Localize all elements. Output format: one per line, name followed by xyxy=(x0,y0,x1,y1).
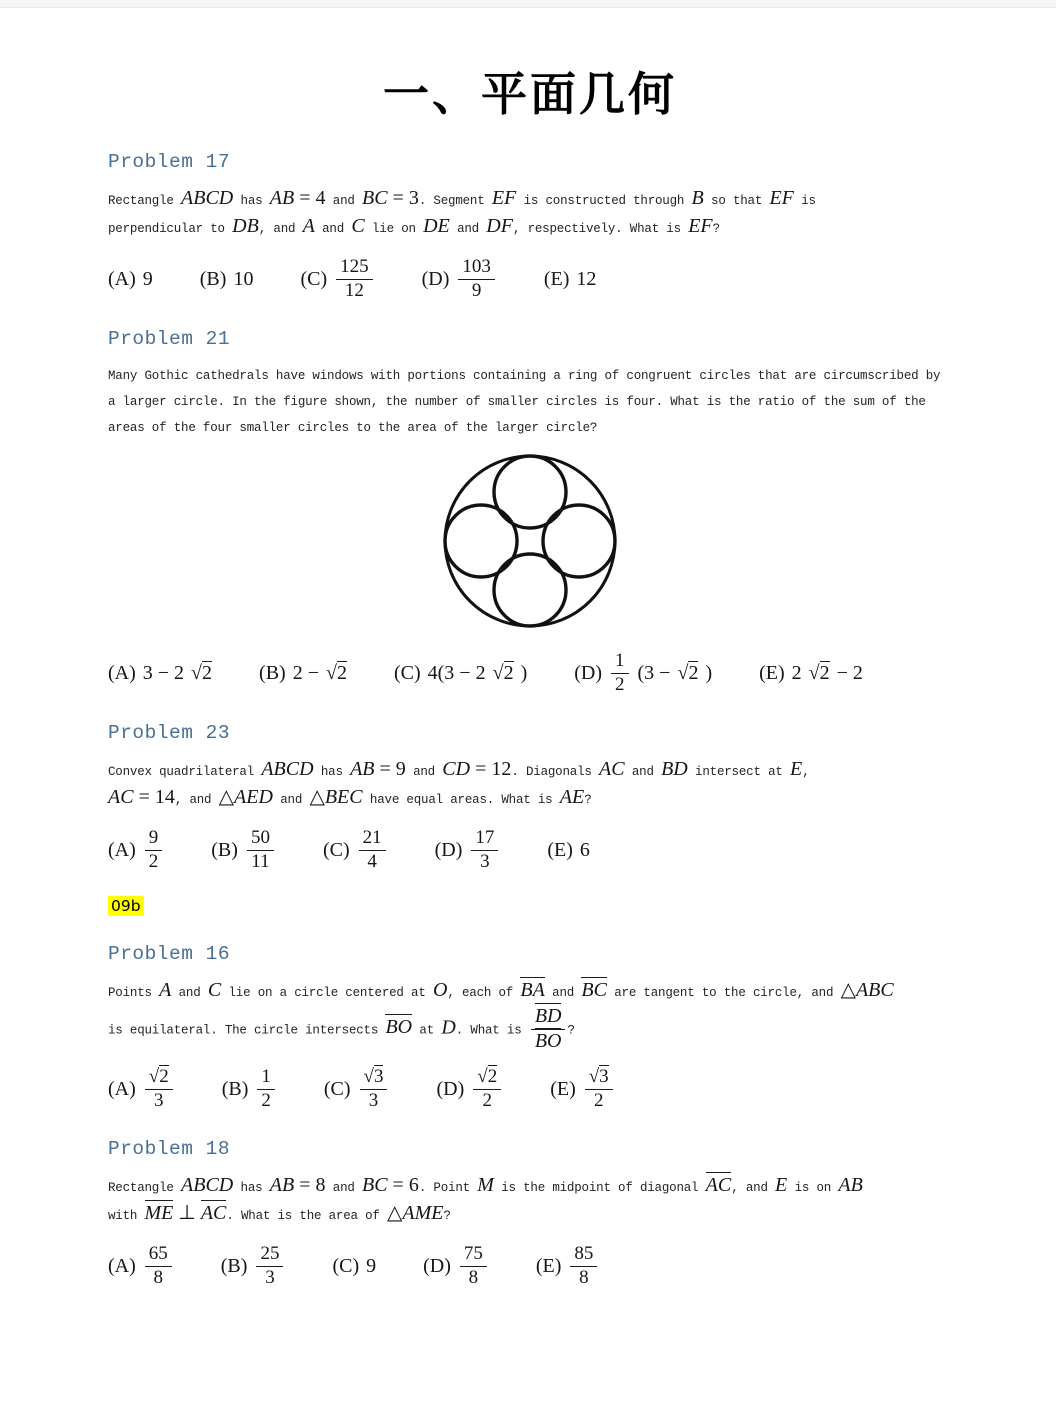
fraction-denominator: 11 xyxy=(247,850,274,873)
overline-math: ME xyxy=(144,1202,174,1225)
answer-choices xyxy=(108,1067,952,1111)
fraction-numerator: 85 xyxy=(574,1243,594,1265)
fraction xyxy=(531,1006,566,1052)
choice-label: (D) xyxy=(574,661,603,684)
math-roman: = 12 xyxy=(470,758,512,781)
answer-choice xyxy=(547,839,590,862)
answer-choice xyxy=(436,1067,503,1111)
math-italic: E xyxy=(789,758,803,781)
inner-circle xyxy=(494,554,566,626)
choice-label: (B) xyxy=(259,661,286,684)
text-run: , respectively. What is xyxy=(512,222,689,236)
problem-text-line xyxy=(108,363,952,389)
text-run: , xyxy=(802,765,810,780)
fraction-denominator: 2 xyxy=(473,1089,501,1112)
text-run: intersect at xyxy=(687,765,790,780)
choice-label: (C) xyxy=(300,267,328,290)
problem-heading: Problem 18 xyxy=(108,1138,231,1161)
answer-choice xyxy=(574,651,712,695)
text-run: areas of the four smaller circles to the area of the larger circle? xyxy=(108,421,598,436)
radicand: 2 xyxy=(487,1066,498,1088)
answer-choice xyxy=(394,662,527,685)
page-top-strip xyxy=(0,0,1056,8)
fraction xyxy=(360,1067,388,1111)
problem-text-line xyxy=(108,389,952,415)
fraction xyxy=(256,1244,283,1288)
choice-label: (E) xyxy=(543,267,570,290)
answer-choice xyxy=(323,828,388,872)
problem-heading: Problem 23 xyxy=(108,722,231,745)
answer-choice xyxy=(332,1255,376,1278)
fraction-denominator: 12 xyxy=(336,279,373,302)
text-run: Points xyxy=(108,986,160,1001)
math-italic: ABCD xyxy=(261,758,314,781)
math-italic: CD xyxy=(442,758,471,781)
radicand: 3 xyxy=(599,1066,609,1088)
math-italic: E xyxy=(775,1174,788,1197)
text-run: . Diagonals xyxy=(511,765,599,780)
choice-label: (B) xyxy=(220,1254,248,1277)
math-italic: DE xyxy=(423,215,450,237)
math-italic: DB xyxy=(232,215,259,237)
overline-math: BO xyxy=(385,1016,413,1039)
answer-choice xyxy=(108,1244,174,1288)
overline-math: BD xyxy=(534,1005,562,1028)
text-run: . Point xyxy=(418,1181,478,1196)
math-roman: 6 xyxy=(579,838,590,861)
choice-label: (C) xyxy=(323,1077,351,1100)
text-run: has xyxy=(233,194,270,208)
answer-choice xyxy=(423,1244,489,1288)
math-italic: AC xyxy=(599,758,625,781)
math-italic: EF xyxy=(688,215,713,237)
math-italic: AB xyxy=(269,1174,295,1197)
text-run: at xyxy=(412,1023,442,1038)
text-run: and xyxy=(325,194,362,208)
text-run: and xyxy=(171,986,208,1001)
fraction xyxy=(247,828,274,872)
math-italic: AC xyxy=(108,786,134,809)
answer-choices xyxy=(108,651,952,695)
text-run: is equilateral. The circle intersects xyxy=(108,1023,386,1038)
answer-choice xyxy=(108,662,212,685)
fraction xyxy=(570,1244,597,1288)
fraction xyxy=(585,1067,613,1111)
answer-choice xyxy=(422,257,497,301)
text-run: are tangent to the circle, and xyxy=(606,986,841,1001)
problem-text-line xyxy=(108,415,952,441)
math-roman: = 9 xyxy=(374,758,406,781)
answer-choice xyxy=(211,828,276,872)
math-italic: ABCD xyxy=(181,1174,234,1197)
math-italic: BD xyxy=(661,758,688,781)
inner-circle xyxy=(494,456,566,528)
math-italic: BC xyxy=(361,187,388,209)
math-roman: 4(3 − 2 xyxy=(427,661,486,684)
inner-circle xyxy=(445,505,517,577)
text-run: have equal areas. What is xyxy=(362,793,560,808)
choice-label: (D) xyxy=(421,267,450,290)
math-roman: ) xyxy=(705,661,713,684)
answer-choice xyxy=(300,257,374,301)
math-roman: 3 − 2 xyxy=(142,661,185,684)
answer-choice xyxy=(536,1244,600,1288)
fraction-numerator: 65 xyxy=(148,1243,168,1265)
math-roman: 12 xyxy=(576,267,597,290)
math-italic: O xyxy=(432,979,448,1002)
math-italic: D xyxy=(441,1016,456,1039)
text-run: . What is the area of xyxy=(226,1209,388,1224)
fraction-denominator: 2 xyxy=(257,1089,275,1112)
text-run: and xyxy=(314,222,352,236)
overline-math: BO xyxy=(534,1029,562,1052)
answer-choices xyxy=(108,1244,952,1288)
fraction xyxy=(471,828,498,872)
answer-choice xyxy=(435,828,501,872)
text-run: , and xyxy=(174,793,219,808)
math-italic: AE xyxy=(559,786,585,809)
answer-choice xyxy=(544,268,597,291)
text-run: is constructed through xyxy=(516,194,692,208)
page-title: 一、平面几何 xyxy=(383,67,677,121)
text-run: and xyxy=(624,765,662,780)
math-italic: DF xyxy=(486,215,513,237)
math-italic: C xyxy=(207,979,222,1002)
answer-choice xyxy=(222,1067,277,1111)
radicand: 2 xyxy=(202,661,213,684)
fraction-numerator: 103 xyxy=(462,256,491,277)
choice-label: (D) xyxy=(434,838,463,861)
fraction xyxy=(145,1067,173,1111)
choice-label: (C) xyxy=(332,1254,360,1277)
answer-choice xyxy=(324,1067,390,1111)
fraction xyxy=(145,1244,172,1288)
math-italic: AB xyxy=(350,758,375,781)
choice-label: (B) xyxy=(199,267,227,290)
sqrt-expression: √2 xyxy=(677,661,699,684)
math-italic: A xyxy=(302,215,315,237)
math-roman: = 14 xyxy=(133,786,175,809)
text-run: Many Gothic cathedrals have windows with portions containing a ring of congruent circles that are circumscribed by xyxy=(108,369,941,384)
choice-label: (A) xyxy=(108,267,136,290)
fraction xyxy=(473,1067,501,1111)
fraction-denominator: 3 xyxy=(256,1266,283,1289)
fraction-denominator: 9 xyxy=(458,279,495,302)
math-italic: M xyxy=(477,1174,494,1197)
fraction-denominator xyxy=(531,1029,566,1053)
text-run: , and xyxy=(258,222,303,236)
sqrt-expression: √2 xyxy=(492,661,514,684)
text-run: perpendicular to xyxy=(108,222,233,236)
math-italic: AED xyxy=(234,786,273,809)
fraction-numerator: 1 xyxy=(615,650,625,672)
fraction xyxy=(257,1067,275,1111)
choice-label: (E) xyxy=(759,661,785,684)
math-roman: △ xyxy=(840,979,856,1002)
choice-label: (A) xyxy=(108,661,136,684)
choice-label: (A) xyxy=(108,1254,136,1277)
fraction-denominator: 8 xyxy=(145,1266,172,1289)
section-tag: 09b xyxy=(108,896,144,916)
answer-choices xyxy=(108,828,952,872)
math-roman: = 3 xyxy=(387,187,419,209)
fraction-denominator: 2 xyxy=(611,673,629,696)
text-run: ? xyxy=(584,793,592,808)
fraction xyxy=(145,828,163,872)
fraction-numerator: 9 xyxy=(148,827,159,849)
text-run: lie on xyxy=(364,222,424,236)
radicand: 3 xyxy=(373,1066,384,1088)
text-run: is on xyxy=(787,1181,839,1196)
problem-section-21 xyxy=(108,328,952,695)
text-run: has xyxy=(313,765,351,780)
math-italic: ABCD xyxy=(181,187,234,209)
overline-math: AC xyxy=(705,1174,732,1197)
answer-choice xyxy=(759,662,863,685)
text-run: , each of xyxy=(447,986,521,1001)
fraction-numerator: 125 xyxy=(340,256,369,277)
fraction-denominator: 8 xyxy=(460,1266,487,1289)
fraction-numerator: 17 xyxy=(475,827,495,849)
fraction-numerator: 25 xyxy=(260,1243,280,1265)
document-page xyxy=(0,8,1056,1288)
text-run: . Segment xyxy=(418,194,492,208)
text-run: Rectangle xyxy=(108,1181,182,1196)
choice-label: (D) xyxy=(436,1077,465,1100)
text-run: is xyxy=(793,194,816,208)
problem-text-line xyxy=(108,1201,952,1229)
sqrt-expression: √2 xyxy=(808,661,830,684)
sqrt-expression: √2 xyxy=(325,661,347,684)
choice-label: (C) xyxy=(322,838,350,861)
math-roman: ) xyxy=(520,661,528,684)
fraction xyxy=(336,257,373,301)
math-italic: AB xyxy=(269,187,295,209)
problem-heading: Problem 21 xyxy=(108,328,231,351)
choice-label: (E) xyxy=(550,1077,576,1100)
figure-wrapper xyxy=(108,451,952,636)
answer-choice xyxy=(108,1067,175,1111)
problem-section-23 xyxy=(108,722,952,872)
inner-circle xyxy=(543,505,615,577)
problem-section-18 xyxy=(108,1138,952,1288)
problem-heading: Problem 16 xyxy=(108,943,231,966)
text-run: , and xyxy=(731,1181,776,1196)
math-roman: 9 xyxy=(366,1254,377,1277)
text-run: and xyxy=(272,793,310,808)
math-italic: EF xyxy=(491,187,517,209)
text-run: and xyxy=(325,1181,362,1196)
math-roman: △ xyxy=(309,786,325,809)
answer-choice xyxy=(108,268,153,291)
four-circles-figure xyxy=(440,451,620,631)
math-roman: 2 xyxy=(791,661,802,684)
fraction-denominator: 3 xyxy=(471,850,498,873)
math-roman: ⊥ xyxy=(173,1202,201,1225)
math-italic: BEC xyxy=(324,786,363,809)
outer-circle xyxy=(445,456,615,626)
answer-choice xyxy=(221,1244,286,1288)
math-italic: EF xyxy=(769,187,794,209)
fraction-numerator: √2 xyxy=(148,1066,169,1088)
choice-label: (A) xyxy=(108,1077,136,1100)
text-run: and xyxy=(405,765,443,780)
fraction-numerator: 50 xyxy=(250,827,270,849)
fraction-denominator: 2 xyxy=(585,1089,613,1112)
fraction-numerator: √3 xyxy=(363,1066,384,1088)
radicand: 2 xyxy=(503,661,514,684)
math-italic: ABC xyxy=(855,979,894,1002)
math-italic: B xyxy=(691,187,704,209)
math-roman: 10 xyxy=(233,267,254,290)
fraction-denominator: 2 xyxy=(145,850,163,873)
fraction xyxy=(611,651,629,695)
math-italic: C xyxy=(351,215,365,237)
problem-text-line xyxy=(108,1006,952,1052)
sqrt-expression: √2 xyxy=(191,661,213,684)
answer-choice xyxy=(550,1067,614,1111)
answer-choices xyxy=(108,257,952,301)
choice-label: (B) xyxy=(211,838,238,861)
text-run: has xyxy=(233,1181,270,1196)
radicand: 2 xyxy=(819,661,830,684)
choice-label: (E) xyxy=(535,1254,562,1277)
choice-label: (B) xyxy=(221,1077,249,1100)
problems xyxy=(108,151,952,1288)
math-roman: = 8 xyxy=(294,1174,326,1197)
math-roman: △ xyxy=(387,1202,403,1225)
problem-text-line xyxy=(108,1173,952,1201)
overline-math: AC xyxy=(200,1202,227,1225)
problem-text-line xyxy=(108,978,952,1006)
text-run: so that xyxy=(703,194,770,208)
text-run: is the midpoint of diagonal xyxy=(493,1181,706,1196)
fraction-numerator xyxy=(531,1006,566,1029)
problem-heading: Problem 17 xyxy=(108,151,231,173)
fraction xyxy=(359,828,386,872)
math-roman: 9 xyxy=(142,267,153,290)
fraction xyxy=(460,1244,487,1288)
math-roman: (3 − xyxy=(637,661,671,684)
text-run: Convex quadrilateral xyxy=(108,765,262,780)
choice-label: (C) xyxy=(393,661,421,684)
radicand: 2 xyxy=(159,1066,169,1088)
text-run: ? xyxy=(567,1023,575,1038)
text-run: . What is xyxy=(455,1023,529,1038)
text-run: with xyxy=(108,1209,145,1224)
problem-text-line xyxy=(108,757,952,785)
fraction-denominator: 4 xyxy=(359,850,386,873)
answer-choice xyxy=(108,828,164,872)
fraction-numerator: 75 xyxy=(463,1243,483,1265)
fraction-denominator: 3 xyxy=(145,1089,173,1112)
math-roman: − 2 xyxy=(836,661,863,684)
math-roman: △ xyxy=(218,786,235,809)
fraction-numerator: √2 xyxy=(477,1066,498,1088)
text-run: ? xyxy=(712,222,720,236)
text-run: lie on a circle centered at xyxy=(221,986,433,1001)
problem-text-line xyxy=(108,186,952,214)
math-italic: A xyxy=(159,979,172,1002)
fraction-numerator: 1 xyxy=(261,1066,271,1088)
fraction-numerator: 21 xyxy=(362,827,382,849)
math-italic: AB xyxy=(838,1174,863,1197)
radicand: 2 xyxy=(336,661,347,684)
answer-choice xyxy=(259,662,347,685)
overline-math: BC xyxy=(581,979,607,1002)
text-run: ? xyxy=(443,1209,451,1224)
math-roman: 2 − xyxy=(292,661,319,684)
text-run: Rectangle xyxy=(108,194,182,208)
fraction-denominator: 8 xyxy=(570,1266,597,1289)
text-run: and xyxy=(449,222,487,236)
choice-label: (E) xyxy=(547,838,573,861)
problem-section-17 xyxy=(108,151,952,301)
fraction xyxy=(458,257,495,301)
radicand: 2 xyxy=(688,661,699,684)
math-italic: BC xyxy=(361,1174,388,1197)
fraction-numerator: √3 xyxy=(588,1066,609,1088)
math-italic: AME xyxy=(402,1202,444,1225)
math-roman: = 4 xyxy=(294,187,326,209)
choice-label: (D) xyxy=(423,1254,451,1277)
text-run: and xyxy=(544,986,582,1001)
answer-choice xyxy=(200,268,254,291)
problem-section-16 xyxy=(108,943,952,1111)
overline-math: BA xyxy=(520,979,545,1002)
math-roman: = 6 xyxy=(387,1174,419,1197)
section-tag-row xyxy=(108,876,952,916)
fraction-denominator: 3 xyxy=(360,1089,388,1112)
problem-text-line xyxy=(108,785,952,813)
text-run: a larger circle. In the figure shown, the number of smaller circles is four. What is the ratio of the sum of the xyxy=(108,395,926,410)
problem-text-line xyxy=(108,214,952,242)
choice-label: (A) xyxy=(108,838,136,861)
